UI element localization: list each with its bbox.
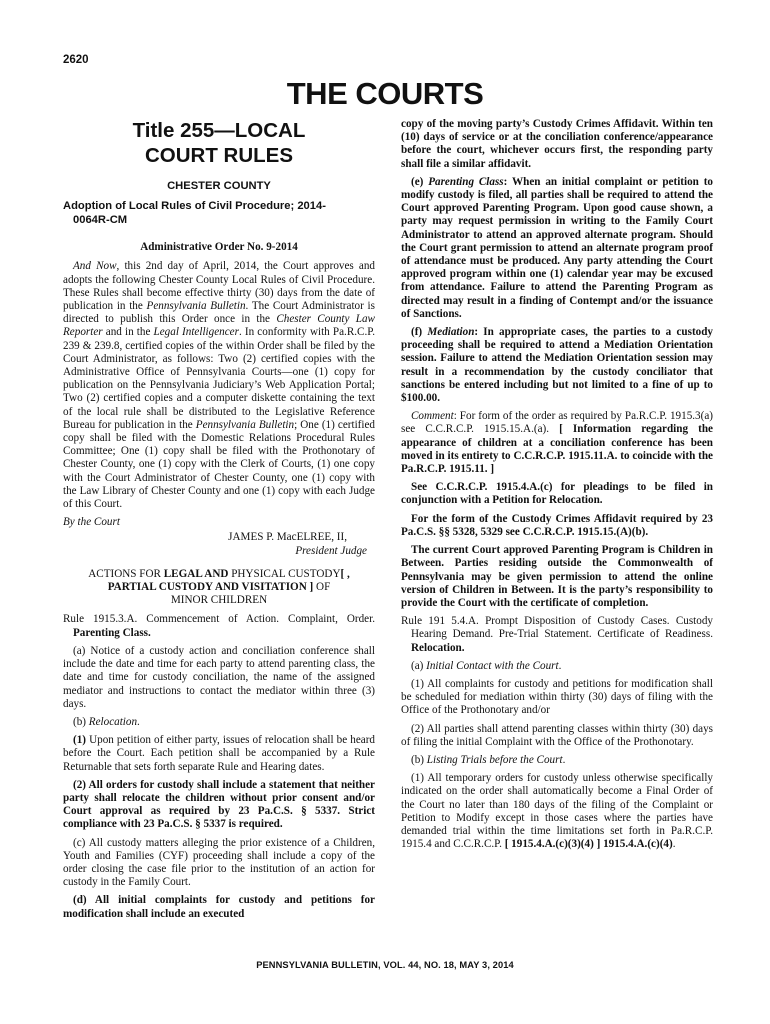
- parenting-program-paragraph: The current Court approved Parenting Program is Children in Between. Parties residing outside the Commonwealth of Pennsylvania may be given permission to attend the online version of Children in Between. It is the party’s responsibility to provide the Court with the certificate of completion.: [401, 544, 713, 609]
- adoption-line-1: Adoption of Local Rules of Civil Procedure; 2014-: [63, 200, 326, 213]
- legal-intelligencer-ref: Legal Intelligencer: [153, 326, 239, 339]
- actions-part-4: [ ,: [340, 567, 350, 580]
- pa-bulletin-ref-2: Pennsylvania Bulletin: [195, 418, 295, 431]
- actions-heading: [63, 568, 375, 608]
- order-body-5: ; One (1) certified copy shall be filed with the Domestic Relations Procedural Rules Committee; One (1) copy shall be filed with the Prothonotary of Chester County, one (1) copy with the Clerk of Courts, (1) one copy with the Court Administrator of Chester County, one (1) copy with the Law Library of Chester County and one (1) copy with each Judge of this Court.: [63, 418, 375, 511]
- actions-part-1: ACTIONS FOR: [88, 567, 164, 580]
- page-number: 2620: [63, 54, 89, 66]
- order-body-4: . In conformity with Pa.R.C.P. 239 & 239.8, certified copies of the within Order shall be filed by the Court Administrator, as follows: Two (2) certified copies with the Administrative Office of Pennsylvania Courts—one (1) copy for publication on the Pennsylvania Judiciary’s Web Application Portal; Two (2) certified copies and a computer diskette containing the text of the local rule shall be distributed to the Legislative Reference Bureau for publication in the: [63, 326, 375, 431]
- actions-part-2: LEGAL AND: [163, 567, 229, 580]
- actions-part-3: PHYSICAL CUSTODY: [228, 567, 341, 580]
- paragraph-a: (a) Notice of a custody action and conciliation conference shall include the date and time for each party to attend parenting class, the date and time for custody conciliation, the name of the assigned mediator and instructions to contact the mediator within three (3) days.: [63, 644, 375, 710]
- signature-block: [63, 531, 375, 557]
- order-title: Administrative Order No. 9-2014: [140, 241, 298, 254]
- title-heading: [63, 118, 375, 168]
- paragraph-e: (e) Parenting Class: When an initial complaint or petition to modify custody is filed, all parties shall be required to attend the Court approved Parenting Program. Upon good cause shown, a party may request permission in writing to the Family Court Administrator to attend an approved alternate program. Should the Court grant permission to attend an alternate program proof of attendance must be produced. Any party attending the Court approved program within one (1) calendar year may be excused from attendance. Failure to attend the Parenting Program as directed may result in a finding of Contempt and/or the issuance of Sanctions.: [401, 175, 713, 320]
- affidavit-continuation: copy of the moving party’s Custody Crimes Affidavit. Within ten (10) days of service or at the conciliation conference/appearance before the court, whichever occurs first, the responding party shall file a similar affidavit.: [401, 118, 713, 170]
- adoption-heading: [63, 200, 375, 227]
- order-body-1: , this 2nd day of April, 2014, the Court approves and adopts the following Chester County Local Rules of Civil Procedure. These Rules shall become effective thirty (30) days from the date of publication in the: [63, 260, 375, 313]
- page-footer: PENNSYLVANIA BULLETIN, VOL. 44, NO. 18, MAY 3, 2014: [256, 960, 514, 970]
- rule-191-heading: Rule 191 5.4.A. Prompt Disposition of Custody Cases. Custody Hearing Demand. Pre-Trial Statement. Certificate of Readiness. Relocation.: [401, 615, 713, 654]
- paragraph-b1: (1) Upon petition of either party, issues of relocation shall be heard before the Court. Each petition shall be accompanied by a Rule Returnable that sets forth separate Rule and Hearing dates.: [63, 734, 375, 773]
- paragraph-f: (f) Mediation: In appropriate cases, the parties to a custody proceeding shall be required to attend a Mediation Orientation session. Failure to attend the Mediation Orientation session may result in a recommendation by the custody conciliator that sanctions be entered including but not limited to a fine of up to $100.00.: [401, 326, 713, 405]
- judge-title: President Judge: [295, 544, 367, 557]
- judge-name: JAMES P. MacELREE, II,: [228, 531, 347, 544]
- title-line-2: COURT RULES: [144, 144, 294, 167]
- affidavit-form-paragraph: For the form of the Custody Crimes Affidavit required by 23 Pa.C.S. §§ 5328, 5329 see C.C.R.C.P. 1915.15.(A)(b).: [401, 512, 713, 538]
- county-heading: CHESTER COUNTY: [167, 180, 271, 192]
- law-reporter-ref: Chester County Law Reporter: [63, 313, 375, 339]
- right-column: [401, 118, 713, 856]
- actions-part-5: PARTIAL CUSTODY AND VISITATION ]: [107, 581, 314, 594]
- rule-191-a2: (2) All parties shall attend parenting classes within thirty (30) days of filing the initial Complaint with the Office of the Prothonotary.: [401, 722, 713, 748]
- paragraph-d: (d) All initial complaints for custody and petitions for modification shall include an executed: [63, 894, 375, 920]
- paragraph-c: (c) All custody matters alleging the prior existence of a Children, Youth and Families (CYF) proceeding shall include a copy of the order closing the case file prior to the institution of an action for custody in the Family Court.: [63, 836, 375, 889]
- order-body-2: . The Court Administrator is directed to publish this Order once in the: [63, 300, 375, 326]
- comment-paragraph: Comment: For form of the order as required by Pa.R.C.P. 1915.3(a) see C.C.R.C.P. 1915.15.A.(a). [ Information regarding the appearance of children at a conciliation conference has been moved in its entirety to C.C.R.C.P. 1915.11.A. to coincide with the Pa.R.C.P. 1915.11. ]: [401, 410, 713, 476]
- actions-part-6: OF: [313, 581, 331, 594]
- section-title: THE COURTS: [286, 76, 484, 111]
- rule-1915-3a-heading: Rule 1915.3.A. Commencement of Action. Complaint, Order. Parenting Class.: [63, 613, 375, 639]
- and-now: And Now: [73, 260, 117, 273]
- actions-part-7: MINOR CHILDREN: [170, 594, 268, 607]
- paragraph-b2: (2) All orders for custody shall include a statement that neither party shall relocate the children without prior consent and/or Court approval as required by 23 Pa.C.S. § 5337. Strict compliance with 23 Pa.C.S. § 5337 is required.: [63, 778, 375, 831]
- rule-191-b: (b) Listing Trials before the Court.: [411, 753, 566, 766]
- by-the-court: By the Court: [63, 516, 120, 529]
- title-line-1: Title 255—LOCAL: [132, 119, 306, 142]
- rule-191-a: (a) Initial Contact with the Court.: [411, 659, 562, 672]
- order-paragraph: [63, 260, 375, 511]
- order-body-3: and in the: [102, 326, 154, 339]
- pa-bulletin-ref-1: Pennsylvania Bulletin: [146, 300, 246, 313]
- adoption-line-2: 0064R-CM: [73, 213, 128, 226]
- see-ccrcp-paragraph: See C.C.R.C.P. 1915.4.A.(c) for pleadings to be filed in conjunction with a Petition for Relocation.: [401, 481, 713, 507]
- paragraph-b: (b) Relocation.: [73, 715, 140, 728]
- rule-191-b1: (1) All temporary orders for custody unless otherwise specifically indicated on the order shall automatically become a Final Order of the Court no later than 180 days of the filing of the Complaint or Petition to Modify except in those cases where the parties have demanded trial within the time limitations set forth in Pa.R.C.P. 1915.4 and C.C.R.C.P. [ 1915.4.A.(c)(3)(4) ] 1915.4.A.(c)(4).: [401, 772, 713, 851]
- rule-191-a1: (1) All complaints for custody and petitions for modification shall be scheduled for mediation within thirty (30) days of filing with the Office of the Prothonotary and/or: [401, 677, 713, 717]
- left-column: [63, 118, 375, 926]
